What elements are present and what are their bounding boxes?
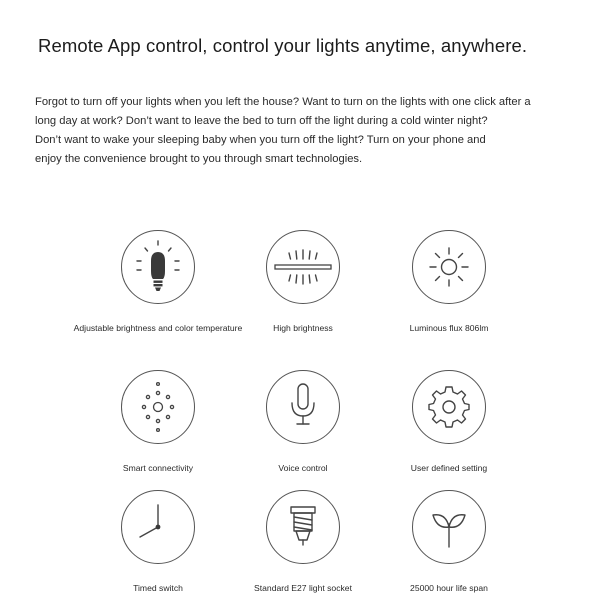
feature-label: Luminous flux 806lm: [409, 323, 489, 333]
microphone-icon: [267, 371, 339, 443]
feature-icon-circle: [121, 490, 195, 564]
feature-icon-circle: [266, 230, 340, 304]
description-line: enjoy the convenience brought to you through smart technologies.: [35, 153, 363, 165]
feature-label: High brightness: [273, 323, 333, 333]
feature-label: Smart connectivity: [122, 463, 194, 473]
feature-life-span: [364, 490, 534, 593]
feature-label: 25000 hour life span: [410, 583, 488, 593]
sprout-icon: [413, 491, 485, 563]
feature-voice-control: [218, 370, 388, 473]
feature-high-brightness: [218, 230, 388, 333]
feature-icon-circle: [266, 370, 340, 444]
feature-label: User defined setting: [410, 463, 488, 473]
feature-icon-circle: [412, 230, 486, 304]
feature-label: Standard E27 light socket: [254, 583, 352, 593]
description-line: long day at work? Don’t want to leave the bed to turn off the light during a cold winter night?: [35, 115, 488, 127]
feature-label: Adjustable brightness and color temperature: [73, 323, 243, 333]
feature-label: Timed switch: [133, 583, 183, 593]
feature-icon-circle: [412, 490, 486, 564]
feature-icon-circle: [121, 370, 195, 444]
bulb-icon: [122, 231, 194, 303]
feature-icon-circle: [121, 230, 195, 304]
feature-label: Voice control: [278, 463, 328, 473]
socket-icon: [267, 491, 339, 563]
feature-luminous-flux: [364, 230, 534, 333]
description-line: Forgot to turn off your lights when you left the house? Want to turn on the lights with one click after a: [35, 96, 531, 108]
connectivity-icon: [122, 371, 194, 443]
feature-e27-socket: [218, 490, 388, 593]
gear-icon: [413, 371, 485, 443]
description-line: Don’t want to wake your sleeping baby when you turn off the light? Turn on your phone and: [35, 134, 486, 146]
clock-icon: [122, 491, 194, 563]
feature-icon-circle: [266, 490, 340, 564]
feature-icon-circle: [412, 370, 486, 444]
feature-user-defined-setting: [364, 370, 534, 473]
description: [35, 93, 580, 169]
page-title: Remote App control, control your lights anytime, anywhere.: [38, 35, 528, 56]
sun-icon: [413, 231, 485, 303]
brightness-icon: [267, 231, 339, 303]
